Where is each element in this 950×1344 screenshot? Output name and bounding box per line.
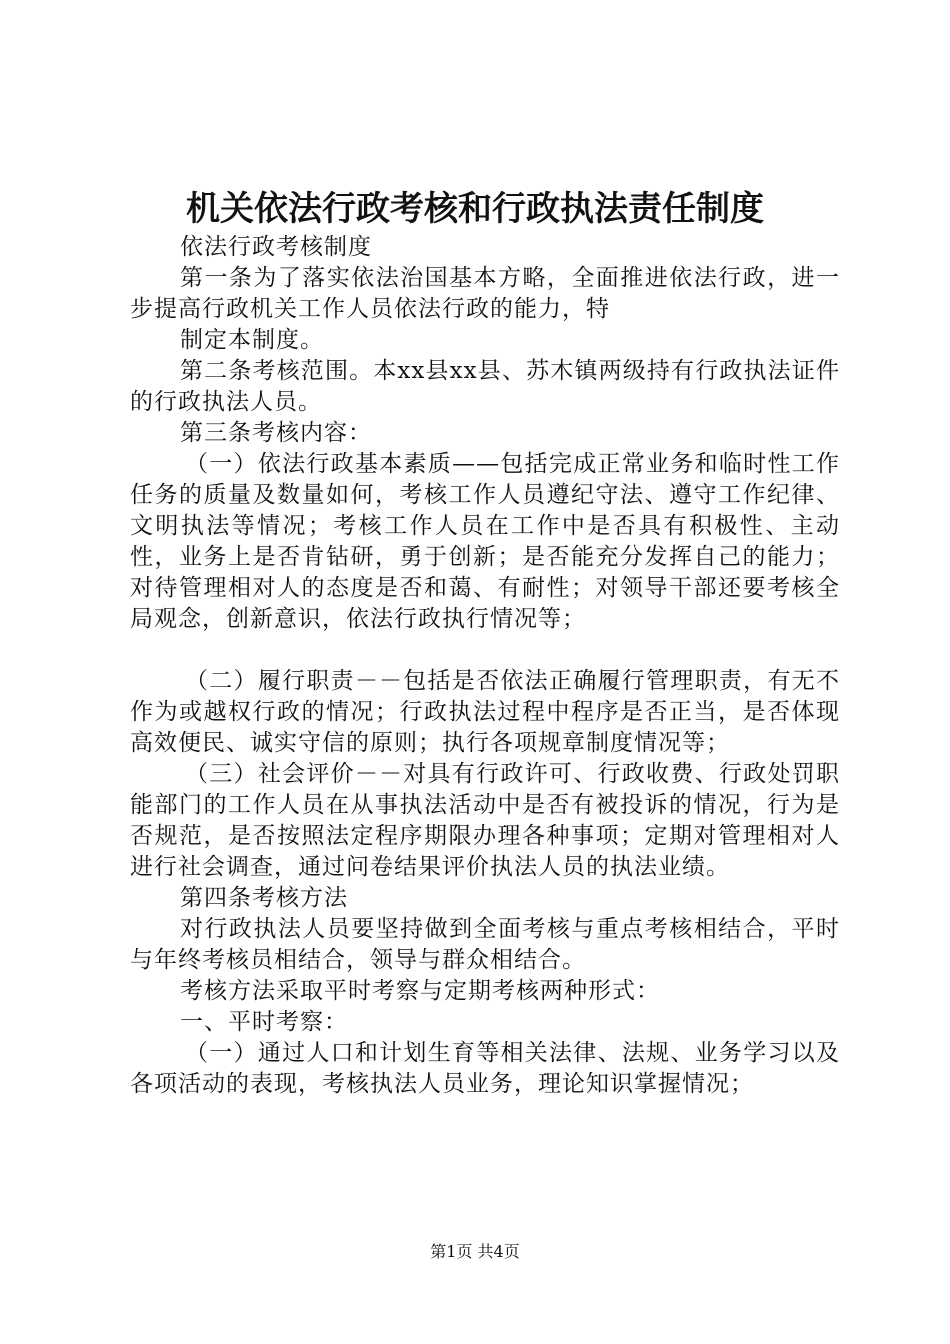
paragraph-spacer (130, 635, 840, 666)
article-3-item-2: （二）履行职责－－包括是否依法正确履行管理职责，有无不作为或越权行政的情况；行政执法过程中程序是否正当，是否体现高效便民、诚实守信的原则；执行各项规章制度情况等； (130, 668, 840, 756)
document-body (130, 232, 840, 1100)
article-2-paragraph: 第二条考核范围。本xx县xx县、苏木镇两级持有行政执法证件的行政执法人员。 (130, 358, 840, 415)
article-1-continuation: 制定本制度。 (180, 327, 324, 353)
article-1-paragraph: 第一条为了落实依法治国基本方略，全面推进依法行政，进一步提高行政机关工作人员依法行政的能力，特 (130, 265, 840, 322)
assessment-methods-paragraph: 考核方法采取平时考察与定期考核两种形式： (180, 978, 660, 1004)
article-4-paragraph: 对行政执法人员要坚持做到全面考核与重点考核相结合，平时与年终考核员相结合，领导与群众相结合。 (130, 916, 840, 973)
article-3-item-1: （一）依法行政基本素质——包括完成正常业务和临时性工作任务的质量及数量如何，考核工作人员遵纪守法、遵守工作纪律、文明执法等情况；考核工作人员在工作中是否具有积极性、主动性，业务上是否肯钻研，勇于创新；是否能充分发挥自己的能力；对待管理相对人的态度是否和蔼、有耐性；对领导干部还要考核全局观念，创新意识，依法行政执行情况等； (130, 451, 840, 632)
article-4-heading: 第四条考核方法 (180, 885, 348, 911)
page-footer: 第1页 共4页 (430, 1242, 520, 1261)
article-3-item-3: （三）社会评价－－对具有行政许可、行政收费、行政处罚职能部门的工作人员在从事执法活动中是否有被投诉的情况，行为是否规范，是否按照法定程序期限办理各种事项；定期对管理相对人进行社会调查，通过问卷结果评价执法人员的执法业绩。 (130, 761, 840, 880)
article-3-heading: 第三条考核内容： (180, 420, 372, 446)
routine-inspection-heading: 一、平时考察： (180, 1009, 348, 1035)
document-title: 机关依法行政考核和行政执法责任制度 (186, 189, 764, 229)
routine-inspection-item-1: （一）通过人口和计划生育等相关法律、法规、业务学习以及各项活动的表现，考核执法人员业务，理论知识掌握情况； (130, 1040, 840, 1097)
section-heading: 依法行政考核制度 (180, 234, 372, 260)
